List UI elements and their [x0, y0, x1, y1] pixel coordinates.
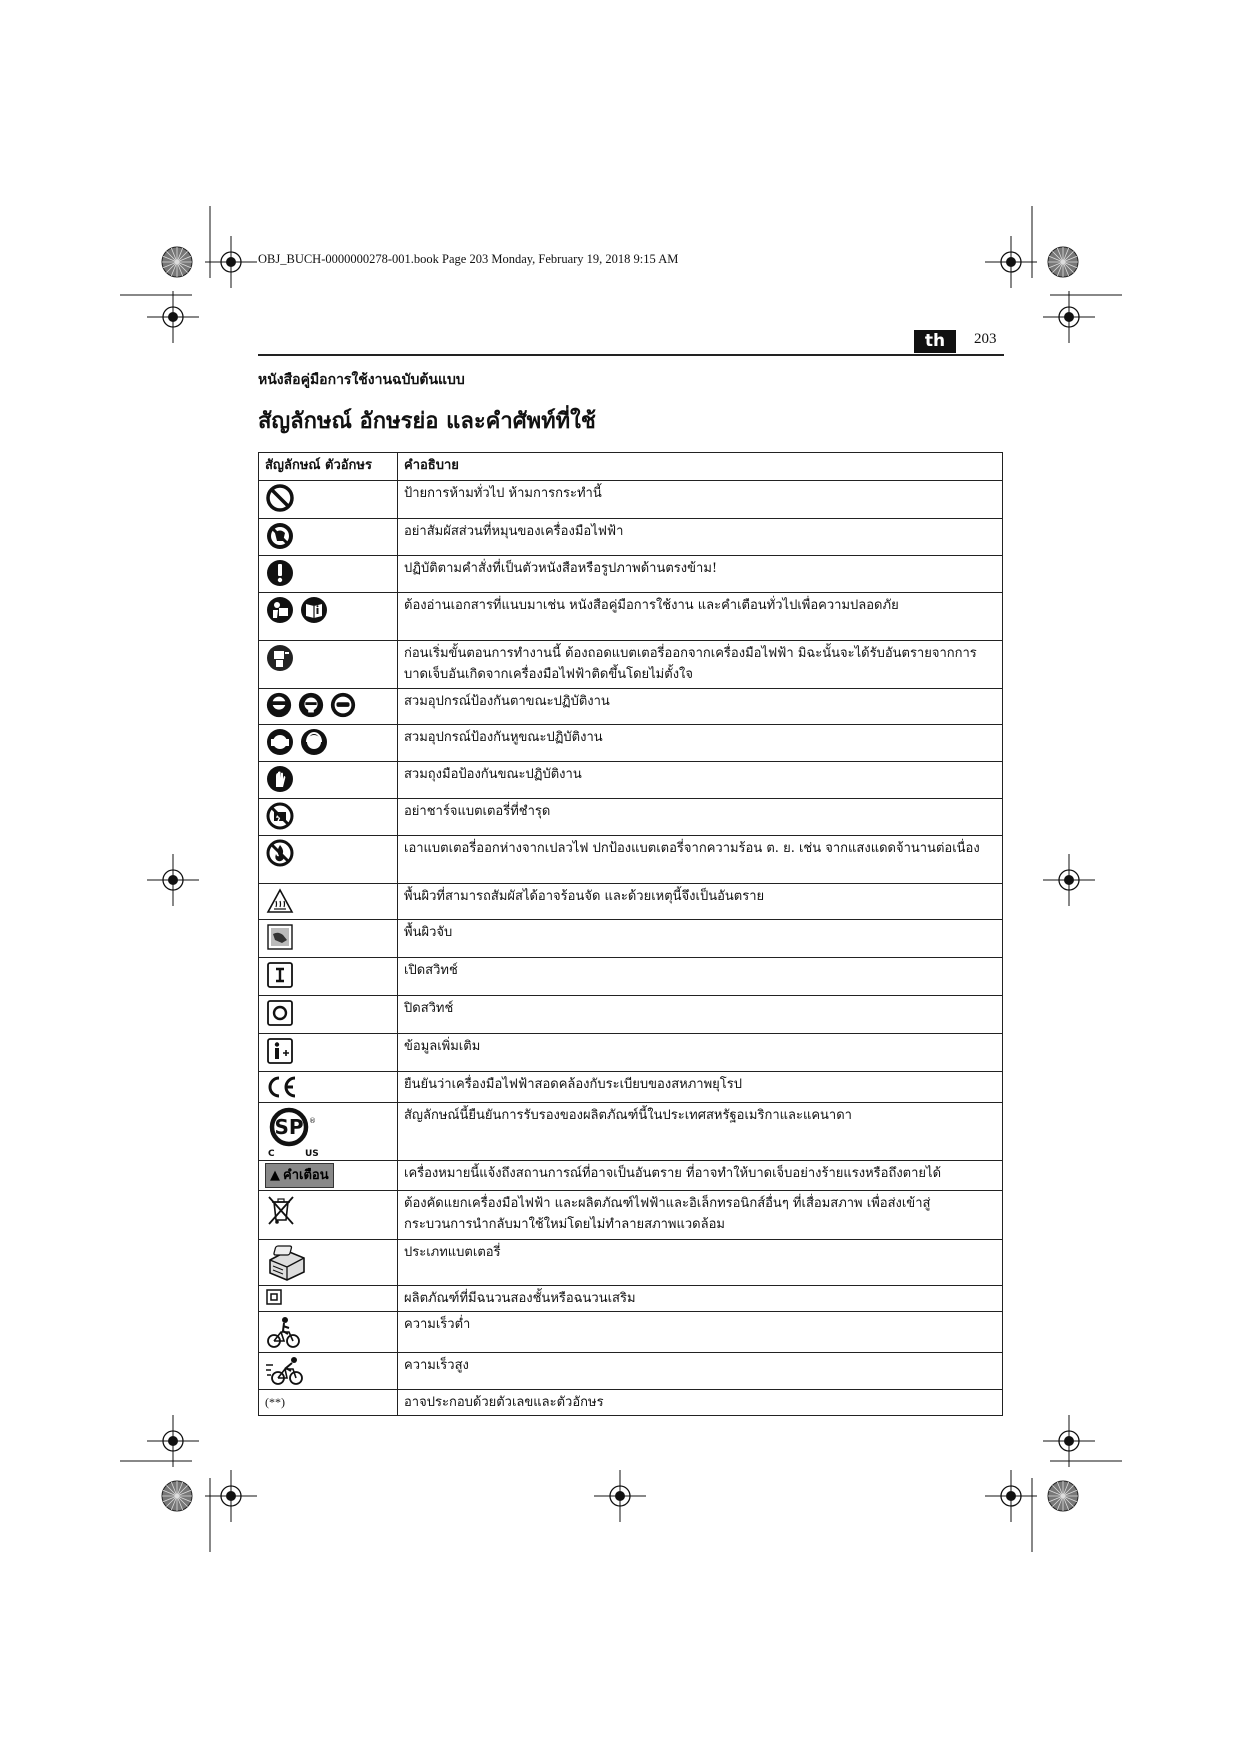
file-header: OBJ_BUCH-0000000278-001.book Page 203 Monday, February 19, 2018 9:15 AM: [258, 252, 679, 266]
row-description: ปิดสวิทช์: [398, 996, 1003, 1034]
svg-text:C: C: [268, 1149, 275, 1157]
table-row: [259, 1240, 1003, 1286]
double-insulation-icon: [265, 1288, 283, 1306]
eye-protection-icon-3: [329, 691, 357, 719]
info-icon: [265, 1036, 295, 1066]
table-row: [259, 689, 1003, 725]
svg-text:®: ®: [309, 1117, 316, 1125]
hot-surface-icon: [265, 886, 295, 916]
table-row: [259, 920, 1003, 958]
no-charge-damaged-battery-icon: [265, 801, 295, 831]
gloves-icon: [265, 764, 295, 794]
table-header-row: [259, 453, 1003, 481]
eye-protection-icon-1: [265, 691, 293, 719]
table-row: [259, 725, 1003, 762]
read-manual-book-icon: [299, 595, 329, 625]
table-row: [259, 884, 1003, 920]
row-description: อย่าชาร์จแบตเตอรี่ที่ชำรุด: [398, 799, 1003, 836]
table-row: [259, 1286, 1003, 1312]
row-description: พื้นผิวจับ: [398, 920, 1003, 958]
symbol-column-header: สัญลักษณ์ ตัวอักษร: [259, 453, 398, 481]
row-description: พื้นผิวที่สามารถสัมผัสได้อาจร้อนจัด และด้วยเหตุนี้จึงเป็นอันตราย: [398, 884, 1003, 920]
switch-off-icon: [265, 998, 295, 1028]
row-description: ป้ายการห้ามทั่วไป ห้ามการกระทำนี้: [398, 481, 1003, 519]
row-description: ต้องคัดแยกเครื่องมือไฟฟ้า และผลิตภัณฑ์ไฟฟ้าและอิเล็กทรอนิกส์อื่นๆ ที่เสื่อมสภาพ เพื่อส่งเข้าสู่กระบวนการนำกลับมาใช้ใหม่โดยไม่ทำลายสภาพแวดล้อม: [398, 1191, 1003, 1240]
table-row: [259, 836, 1003, 884]
header-rule: [258, 354, 1004, 356]
table-row: [259, 1161, 1003, 1191]
row-description: ประเภทแบตเตอรี่: [398, 1240, 1003, 1286]
row-description: สวมอุปกรณ์ป้องกันตาขณะปฏิบัติงาน: [398, 689, 1003, 725]
read-manual-person-icon: [265, 595, 295, 625]
row-description: เอาแบตเตอรี่ออกห่างจากเปลวไฟ ปกป้องแบตเตอรี่จากความร้อน ต. ย. เช่น จากแสงแดดจ้านานต่อเนื่อง: [398, 836, 1003, 884]
table-row: [259, 1191, 1003, 1240]
table-row: [259, 1072, 1003, 1103]
row-description: ผลิตภัณฑ์ที่มีฉนวนสองชั้นหรือฉนวนเสริม: [398, 1286, 1003, 1312]
warning-label-text: คำเตือน: [283, 1168, 329, 1183]
csa-us-icon: [265, 1105, 325, 1157]
svg-text:SP: SP: [274, 1115, 304, 1139]
table-row: [259, 1353, 1003, 1390]
row-description: ต้องอ่านเอกสารที่แนบมาเช่น หนังสือคู่มือการใช้งาน และคำเตือนทั่วไปเพื่อความปลอดภัย: [398, 593, 1003, 641]
prohibition-icon: [265, 483, 295, 513]
table-row: [259, 996, 1003, 1034]
eye-protection-icon-2: [297, 691, 325, 719]
row-description: ก่อนเริ่มขั้นตอนการทำงานนี้ ต้องถอดแบตเตอรี่ออกจากเครื่องมือไฟฟ้า มิฉะนั้นจะได้รับอันตรายจากการบาดเจ็บอันเกิดจากเครื่องมือไฟฟ้าติดขึ้นโดยไม่ตั้งใจ: [398, 641, 1003, 689]
symbols-table: [258, 452, 1003, 1416]
table-row: [259, 481, 1003, 519]
table-row: [259, 1312, 1003, 1353]
description-column-header: คำอธิบาย: [398, 453, 1003, 481]
section-subtitle: หนังสือคู่มือการใช้งานฉบับต้นแบบ: [258, 372, 465, 388]
svg-text:US: US: [305, 1149, 319, 1157]
row-description: ความเร็วต่ำ: [398, 1312, 1003, 1353]
table-row: [259, 1103, 1003, 1161]
row-description: สวมอุปกรณ์ป้องกันหูขณะปฏิบัติงาน: [398, 725, 1003, 762]
row-description: อาจประกอบด้วยตัวเลขและตัวอักษร: [398, 1390, 1003, 1416]
row-description: อย่าสัมผัสส่วนที่หมุนของเครื่องมือไฟฟ้า: [398, 519, 1003, 556]
remove-battery-icon: [265, 643, 295, 673]
ear-protection-icon-1: [265, 727, 295, 757]
table-row: [259, 519, 1003, 556]
row-description: เครื่องหมายนี้แจ้งถึงสถานการณ์ที่อาจเป็นอันตราย ที่อาจทำให้บาดเจ็บอย่างร้ายแรงหรือถึงตายได้: [398, 1161, 1003, 1191]
table-row: [259, 762, 1003, 799]
row-description: ยืนยันว่าเครื่องมือไฟฟ้าสอดคล้องกับระเบียบของสหภาพยุโรป: [398, 1072, 1003, 1103]
table-row: [259, 1034, 1003, 1072]
warning-label-icon: [265, 1163, 334, 1188]
high-speed-icon: [265, 1355, 305, 1387]
row-description: เปิดสวิทช์: [398, 958, 1003, 996]
warning-triangle-icon: ▲: [270, 1168, 280, 1183]
ce-mark-icon: [265, 1074, 299, 1100]
row-description: ข้อมูลเพิ่มเติม: [398, 1034, 1003, 1072]
no-touch-rotating-parts-icon: [265, 521, 295, 551]
table-row: [259, 593, 1003, 641]
switch-on-icon: [265, 960, 295, 990]
grip-surface-icon: [265, 922, 295, 952]
table-row: [259, 556, 1003, 593]
battery-type-icon: [265, 1242, 309, 1282]
weee-bin-icon: [265, 1193, 297, 1227]
section-title: สัญลักษณ์ อักษรย่อ และคำศัพท์ที่ใช้: [258, 408, 596, 434]
language-badge: th: [914, 330, 956, 353]
row-description: ปฏิบัติตามคำสั่งที่เป็นตัวหนังสือหรือรูปภาพด้านตรงข้าม!: [398, 556, 1003, 593]
symbol-text: (**): [265, 1395, 285, 1409]
low-speed-icon: [265, 1314, 301, 1350]
row-description: สวมถุงมือป้องกันขณะปฏิบัติงาน: [398, 762, 1003, 799]
table-row: [259, 799, 1003, 836]
ear-protection-icon-2: [299, 727, 329, 757]
table-row: [259, 641, 1003, 689]
page-number: 203: [974, 331, 997, 347]
row-description: ความเร็วสูง: [398, 1353, 1003, 1390]
mandatory-action-icon: [265, 558, 295, 588]
row-description: สัญลักษณ์นี้ยืนยันการรับรองของผลิตภัณฑ์นี้ในประเทศสหรัฐอเมริกาและแคนาดา: [398, 1103, 1003, 1161]
table-row: [259, 958, 1003, 996]
table-row: [259, 1390, 1003, 1416]
battery-heat-icon: [265, 838, 295, 868]
